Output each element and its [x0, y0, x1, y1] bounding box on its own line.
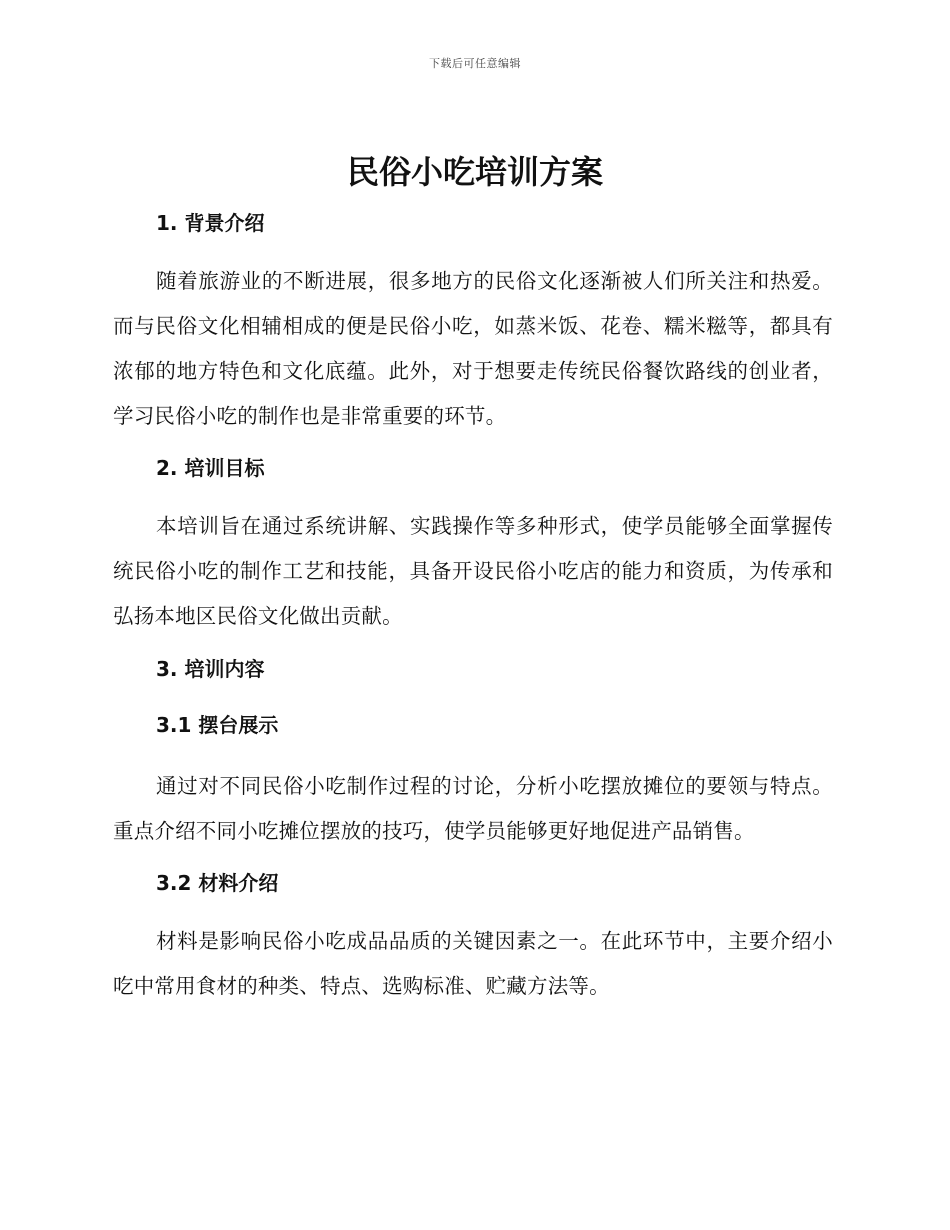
subsection-body-materials: 材料是影响民俗小吃成品品质的关键因素之一。在此环节中，主要介绍小吃中常用食材的种类、特点、选购标准、贮藏方法等。	[113, 929, 833, 998]
section-heading-content: 3. 培训内容	[156, 657, 265, 681]
page-header-note: 下载后可任意编辑	[429, 57, 521, 70]
section-heading-background: 1. 背景介绍	[156, 211, 265, 235]
document-title: 民俗小吃培训方案	[346, 153, 603, 191]
section-body-goals: 本培训旨在通过系统讲解、实践操作等多种形式，使学员能够全面掌握传统民俗小吃的制作工艺和技能，具备开设民俗小吃店的能力和资质，为传承和弘扬本地区民俗文化做出贡献。	[113, 514, 833, 628]
subsection-heading-materials: 3.2 材料介绍	[156, 871, 279, 895]
section-heading-goals: 2. 培训目标	[156, 456, 265, 480]
section-body-background: 随着旅游业的不断进展，很多地方的民俗文化逐渐被人们所关注和热爱。而与民俗文化相辅相成的便是民俗小吃，如蒸米饭、花卷、糯米糍等，都具有浓郁的地方特色和文化底蕴。此外，对于想要走传统民俗餐饮路线的创业者，学习民俗小吃的制作也是非常重要的环节。	[113, 269, 833, 428]
subsection-heading-display: 3.1 摆台展示	[156, 713, 279, 737]
subsection-body-display: 通过对不同民俗小吃制作过程的讨论，分析小吃摆放摊位的要领与特点。重点介绍不同小吃摊位摆放的技巧，使学员能够更好地促进产品销售。	[113, 774, 833, 843]
document-body	[113, 205, 833, 1009]
